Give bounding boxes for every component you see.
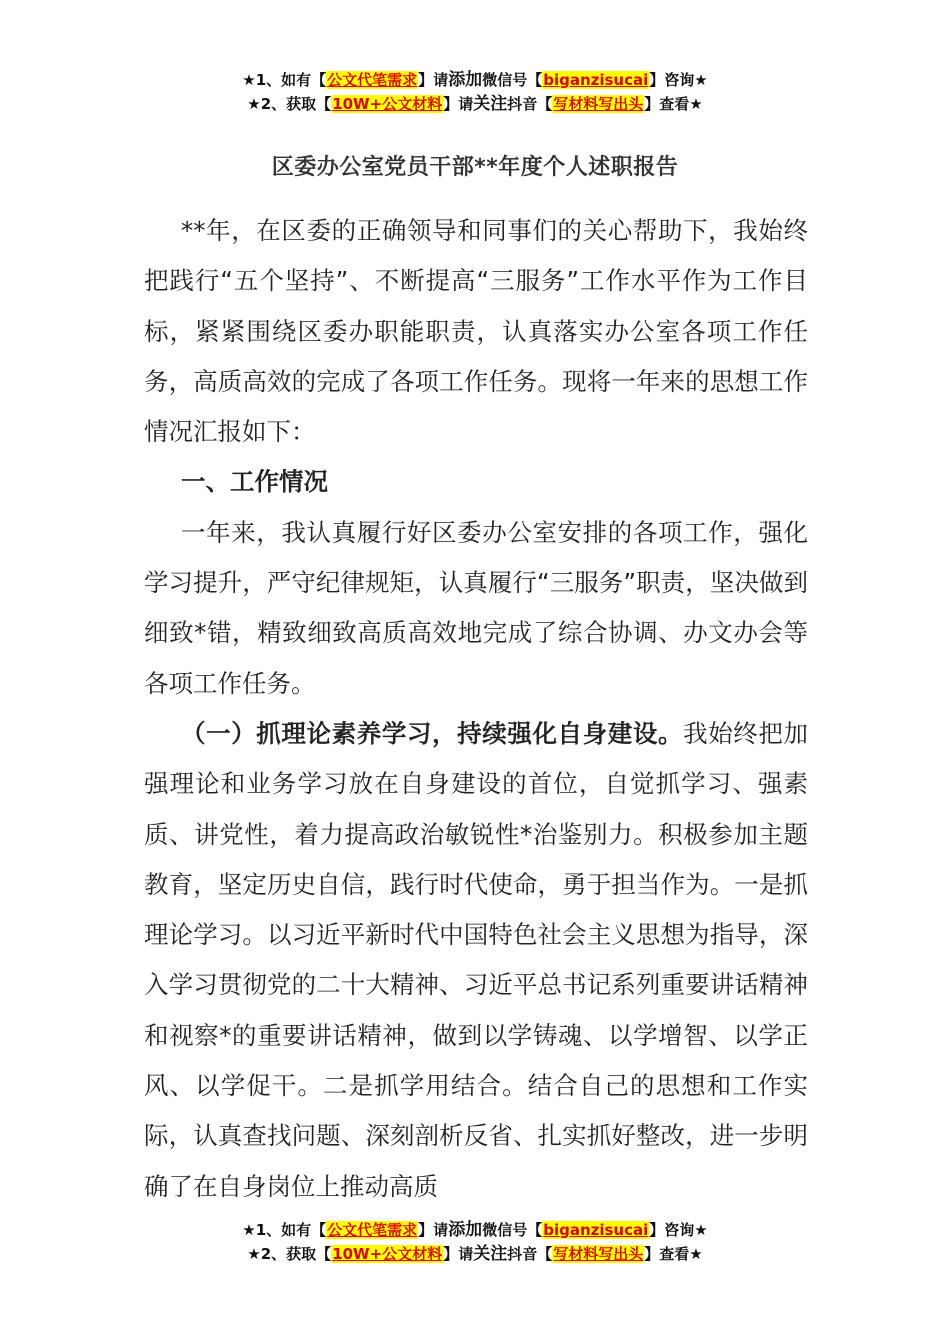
highlight-wechat-id: biganzisucai [543, 71, 649, 89]
promo-banner-top [0, 68, 950, 116]
promo-line-2: ★2、获取【10W+公文材料】请关注抖音【写材料写出头】查看★ [247, 1244, 703, 1264]
document-title: 区委办公室党员干部**年度个人述职报告 [271, 155, 679, 180]
subsection-paragraph [144, 709, 808, 1212]
highlight-materials: 10W+公文材料 [332, 1245, 443, 1263]
highlight-wechat-id: biganzisucai [543, 1221, 649, 1239]
intro-paragraph: **年，在区委的正确领导和同事们的关心帮助下，我始终把践行“五个坚持”、不断提高“三服务”工作水平作为工作目标，紧紧围绕区委办职能职责，认真落实办公室各项工作任务，高质高效的完成了各项工作任务。现将一年来的思想工作情况汇报如下： [144, 216, 808, 447]
subsection-heading: （一）抓理论素养学习，持续强化自身建设。 [181, 718, 684, 748]
highlight-douyin: 写材料写出头 [553, 95, 644, 113]
promo-banner-bottom [0, 1218, 950, 1266]
promo-line-2: ★2、获取【10W+公文材料】请关注抖音【写材料写出头】查看★ [247, 94, 703, 114]
subsection-text: 我始终把加强理论和业务学习放在自身建设的首位，自觉抓学习、强素质、讲党性，着力提高政治敏锐性*治鉴别力。积极参加主题教育，坚定历史自信，践行时代使命，勇于担当作为。一是抓理论学习。以习近平新时代中国特色社会主义思想为指导，深入学习贯彻党的二十大精神、习近平总书记系列重要讲话精神和视察*的重要讲话精神，做到以学铸魂、以学增智、以学正风、以学促干。二是抓学用结合。结合自己的思想和工作实际，认真查找问题、深刻剖析反省、扎实抓好整改，进一步明确了在自身岗位上推动高质 [144, 718, 809, 1201]
highlight-service: 公文代笔需求 [327, 1221, 418, 1239]
promo-line-1: ★1、如有【公文代笔需求】请添加微信号【biganzisucai】咨询★ [242, 1220, 708, 1240]
highlight-douyin: 写材料写出头 [553, 1245, 644, 1263]
promo-line-1: ★1、如有【公文代笔需求】请添加微信号【biganzisucai】咨询★ [242, 70, 708, 90]
document-body [144, 206, 808, 1212]
section-heading: 一、工作情况 [181, 467, 328, 497]
highlight-materials: 10W+公文材料 [332, 95, 443, 113]
highlight-service: 公文代笔需求 [327, 71, 418, 89]
section-paragraph: 一年来，我认真履行好区委办公室安排的各项工作，强化学习提升，严守纪律规矩，认真履行“三服务”职责，坚决做到细致*错，精致细致高质高效地完成了综合协调、办文办会等各项工作任务。 [144, 517, 808, 698]
